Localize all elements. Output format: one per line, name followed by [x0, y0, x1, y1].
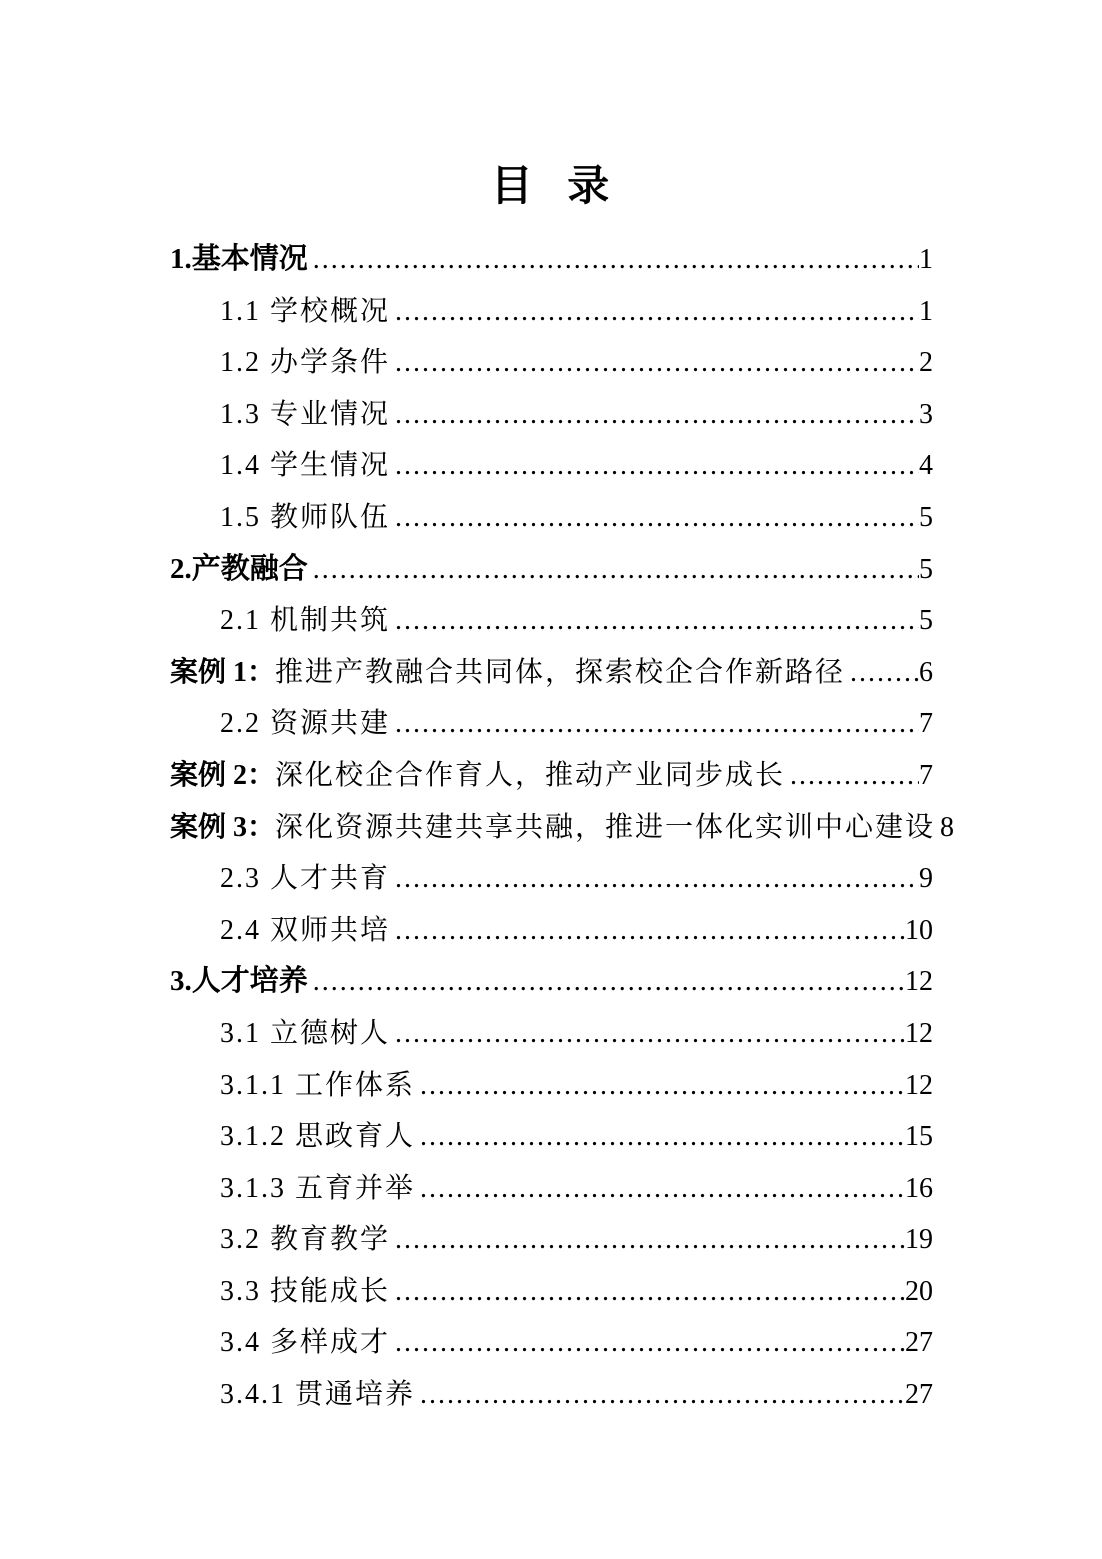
toc-entry[interactable]	[170, 492, 933, 544]
toc-entry-text: 2.1 机制共筑	[220, 605, 391, 637]
toc-entry-page-number: 27	[905, 1327, 933, 1359]
toc-dot-leader	[395, 440, 919, 492]
toc-entry-page-number: 16	[905, 1172, 933, 1204]
toc-entry-prefix: 案例 2：	[170, 759, 276, 791]
toc-entry[interactable]	[170, 337, 933, 389]
toc-entry-page-number: 1	[919, 244, 933, 275]
toc-entry-page-number: 12	[905, 966, 933, 998]
toc-entry-text: 1.1 学校概况	[220, 295, 391, 327]
toc-entry-page-number: 20	[905, 1275, 933, 1307]
toc-entry[interactable]	[170, 1317, 933, 1369]
toc-entry-prefix: 案例 3：	[170, 811, 276, 843]
toc-dot-leader	[395, 286, 919, 338]
toc-entry-text: 1.2 办学条件	[220, 347, 391, 379]
toc-entry-page-number: 12	[905, 1017, 933, 1049]
toc-entry[interactable]	[170, 234, 933, 286]
toc-entry[interactable]	[170, 1266, 933, 1318]
toc-entry-text: 深化资源共建共享共融，推进一体化实训中心建设	[275, 811, 936, 843]
toc-entry[interactable]	[170, 440, 933, 492]
toc-entry-page-number: 7	[919, 708, 933, 740]
toc-entry-page-number: 3	[919, 398, 933, 430]
toc-entry[interactable]	[170, 1214, 933, 1266]
toc-dot-leader	[395, 1008, 905, 1060]
toc-dot-leader	[420, 1060, 905, 1112]
toc-entry-text: 3.4.1 贯通培养	[220, 1379, 416, 1411]
toc-entry-text: 3.1 立德树人	[220, 1017, 391, 1049]
toc-entry[interactable]	[170, 905, 933, 957]
toc-entry[interactable]	[170, 1111, 933, 1163]
toc-dot-leader	[395, 595, 919, 647]
toc-entry-prefix: 案例 1：	[170, 656, 276, 688]
toc-entry[interactable]	[170, 802, 955, 854]
toc-entry[interactable]	[170, 956, 933, 1008]
toc-entry-page-number: 5	[919, 605, 933, 637]
toc-entry-page-number: 5	[919, 553, 933, 585]
toc-entry[interactable]	[170, 389, 933, 441]
toc-dot-leader	[395, 1317, 905, 1369]
table-of-contents	[170, 234, 955, 1421]
toc-entry-page-number: 27	[905, 1379, 933, 1411]
toc-title: 目 录	[490, 164, 612, 210]
toc-dot-leader	[395, 337, 919, 389]
toc-entry-text: 2.产教融合	[170, 552, 308, 585]
toc-entry-text: 2.2 资源共建	[220, 708, 391, 740]
toc-entry-page-number: 19	[905, 1224, 933, 1256]
toc-entry-text: 1.4 学生情况	[220, 450, 391, 482]
toc-entry-page-number: 2	[919, 347, 933, 379]
toc-entry-text: 3.4 多样成才	[220, 1327, 391, 1359]
toc-entry[interactable]	[170, 544, 933, 596]
toc-entry-page-number: 5	[919, 501, 933, 533]
toc-entry[interactable]	[170, 286, 933, 338]
toc-entry-text: 3.1.2 思政育人	[220, 1121, 416, 1153]
toc-entry-text: 3.人才培养	[170, 965, 308, 998]
toc-entry[interactable]	[170, 595, 933, 647]
toc-entry[interactable]	[170, 1163, 933, 1215]
toc-entry-page-number: 6	[919, 656, 933, 688]
toc-entry[interactable]	[170, 1060, 933, 1112]
toc-entry-page-number: 7	[919, 759, 933, 791]
toc-entry-text: 深化校企合作育人，推动产业同步成长	[275, 759, 786, 791]
toc-dot-leader	[420, 1163, 905, 1215]
toc-entry-page-number: 1	[919, 295, 933, 327]
toc-dot-leader	[420, 1369, 905, 1421]
toc-entry-text: 推进产教融合共同体，探索校企合作新路径	[275, 656, 846, 688]
toc-entry-text: 3.1.3 五育并举	[220, 1172, 416, 1204]
toc-dot-leader	[395, 492, 919, 544]
toc-dot-leader	[313, 544, 919, 596]
toc-entry-text: 3.1.1 工作体系	[220, 1069, 416, 1101]
toc-dot-leader	[395, 905, 905, 957]
toc-entry-page-number: 8	[940, 811, 955, 843]
toc-entry-text: 2.3 人才共育	[220, 863, 391, 895]
toc-dot-leader	[395, 389, 919, 441]
toc-dot-leader	[313, 956, 905, 1008]
toc-dot-leader	[395, 1266, 905, 1318]
toc-entry-page-number: 10	[905, 914, 933, 946]
toc-entry-text: 3.3 技能成长	[220, 1275, 391, 1307]
toc-entry[interactable]	[170, 698, 933, 750]
toc-entry-page-number: 12	[905, 1069, 933, 1101]
toc-dot-leader	[790, 750, 919, 802]
toc-dot-leader	[313, 234, 919, 286]
toc-dot-leader	[395, 853, 919, 905]
toc-entry[interactable]	[170, 1008, 933, 1060]
toc-entry[interactable]	[170, 647, 933, 699]
toc-entry[interactable]	[170, 1369, 933, 1421]
toc-entry-page-number: 4	[919, 450, 933, 482]
toc-dot-leader	[850, 647, 919, 699]
toc-dot-leader	[420, 1111, 905, 1163]
toc-entry-text: 3.2 教育教学	[220, 1224, 391, 1256]
toc-entry-page-number: 9	[919, 863, 933, 895]
toc-entry-text: 2.4 双师共培	[220, 914, 391, 946]
toc-dot-leader	[395, 698, 919, 750]
toc-entry-page-number: 15	[905, 1121, 933, 1153]
toc-dot-leader	[395, 1214, 905, 1266]
toc-entry-text: 1.3 专业情况	[220, 398, 391, 430]
toc-entry[interactable]	[170, 853, 933, 905]
toc-entry[interactable]	[170, 750, 933, 802]
toc-entry-text: 1.基本情况	[170, 243, 308, 275]
toc-entry-text: 1.5 教师队伍	[220, 501, 391, 533]
